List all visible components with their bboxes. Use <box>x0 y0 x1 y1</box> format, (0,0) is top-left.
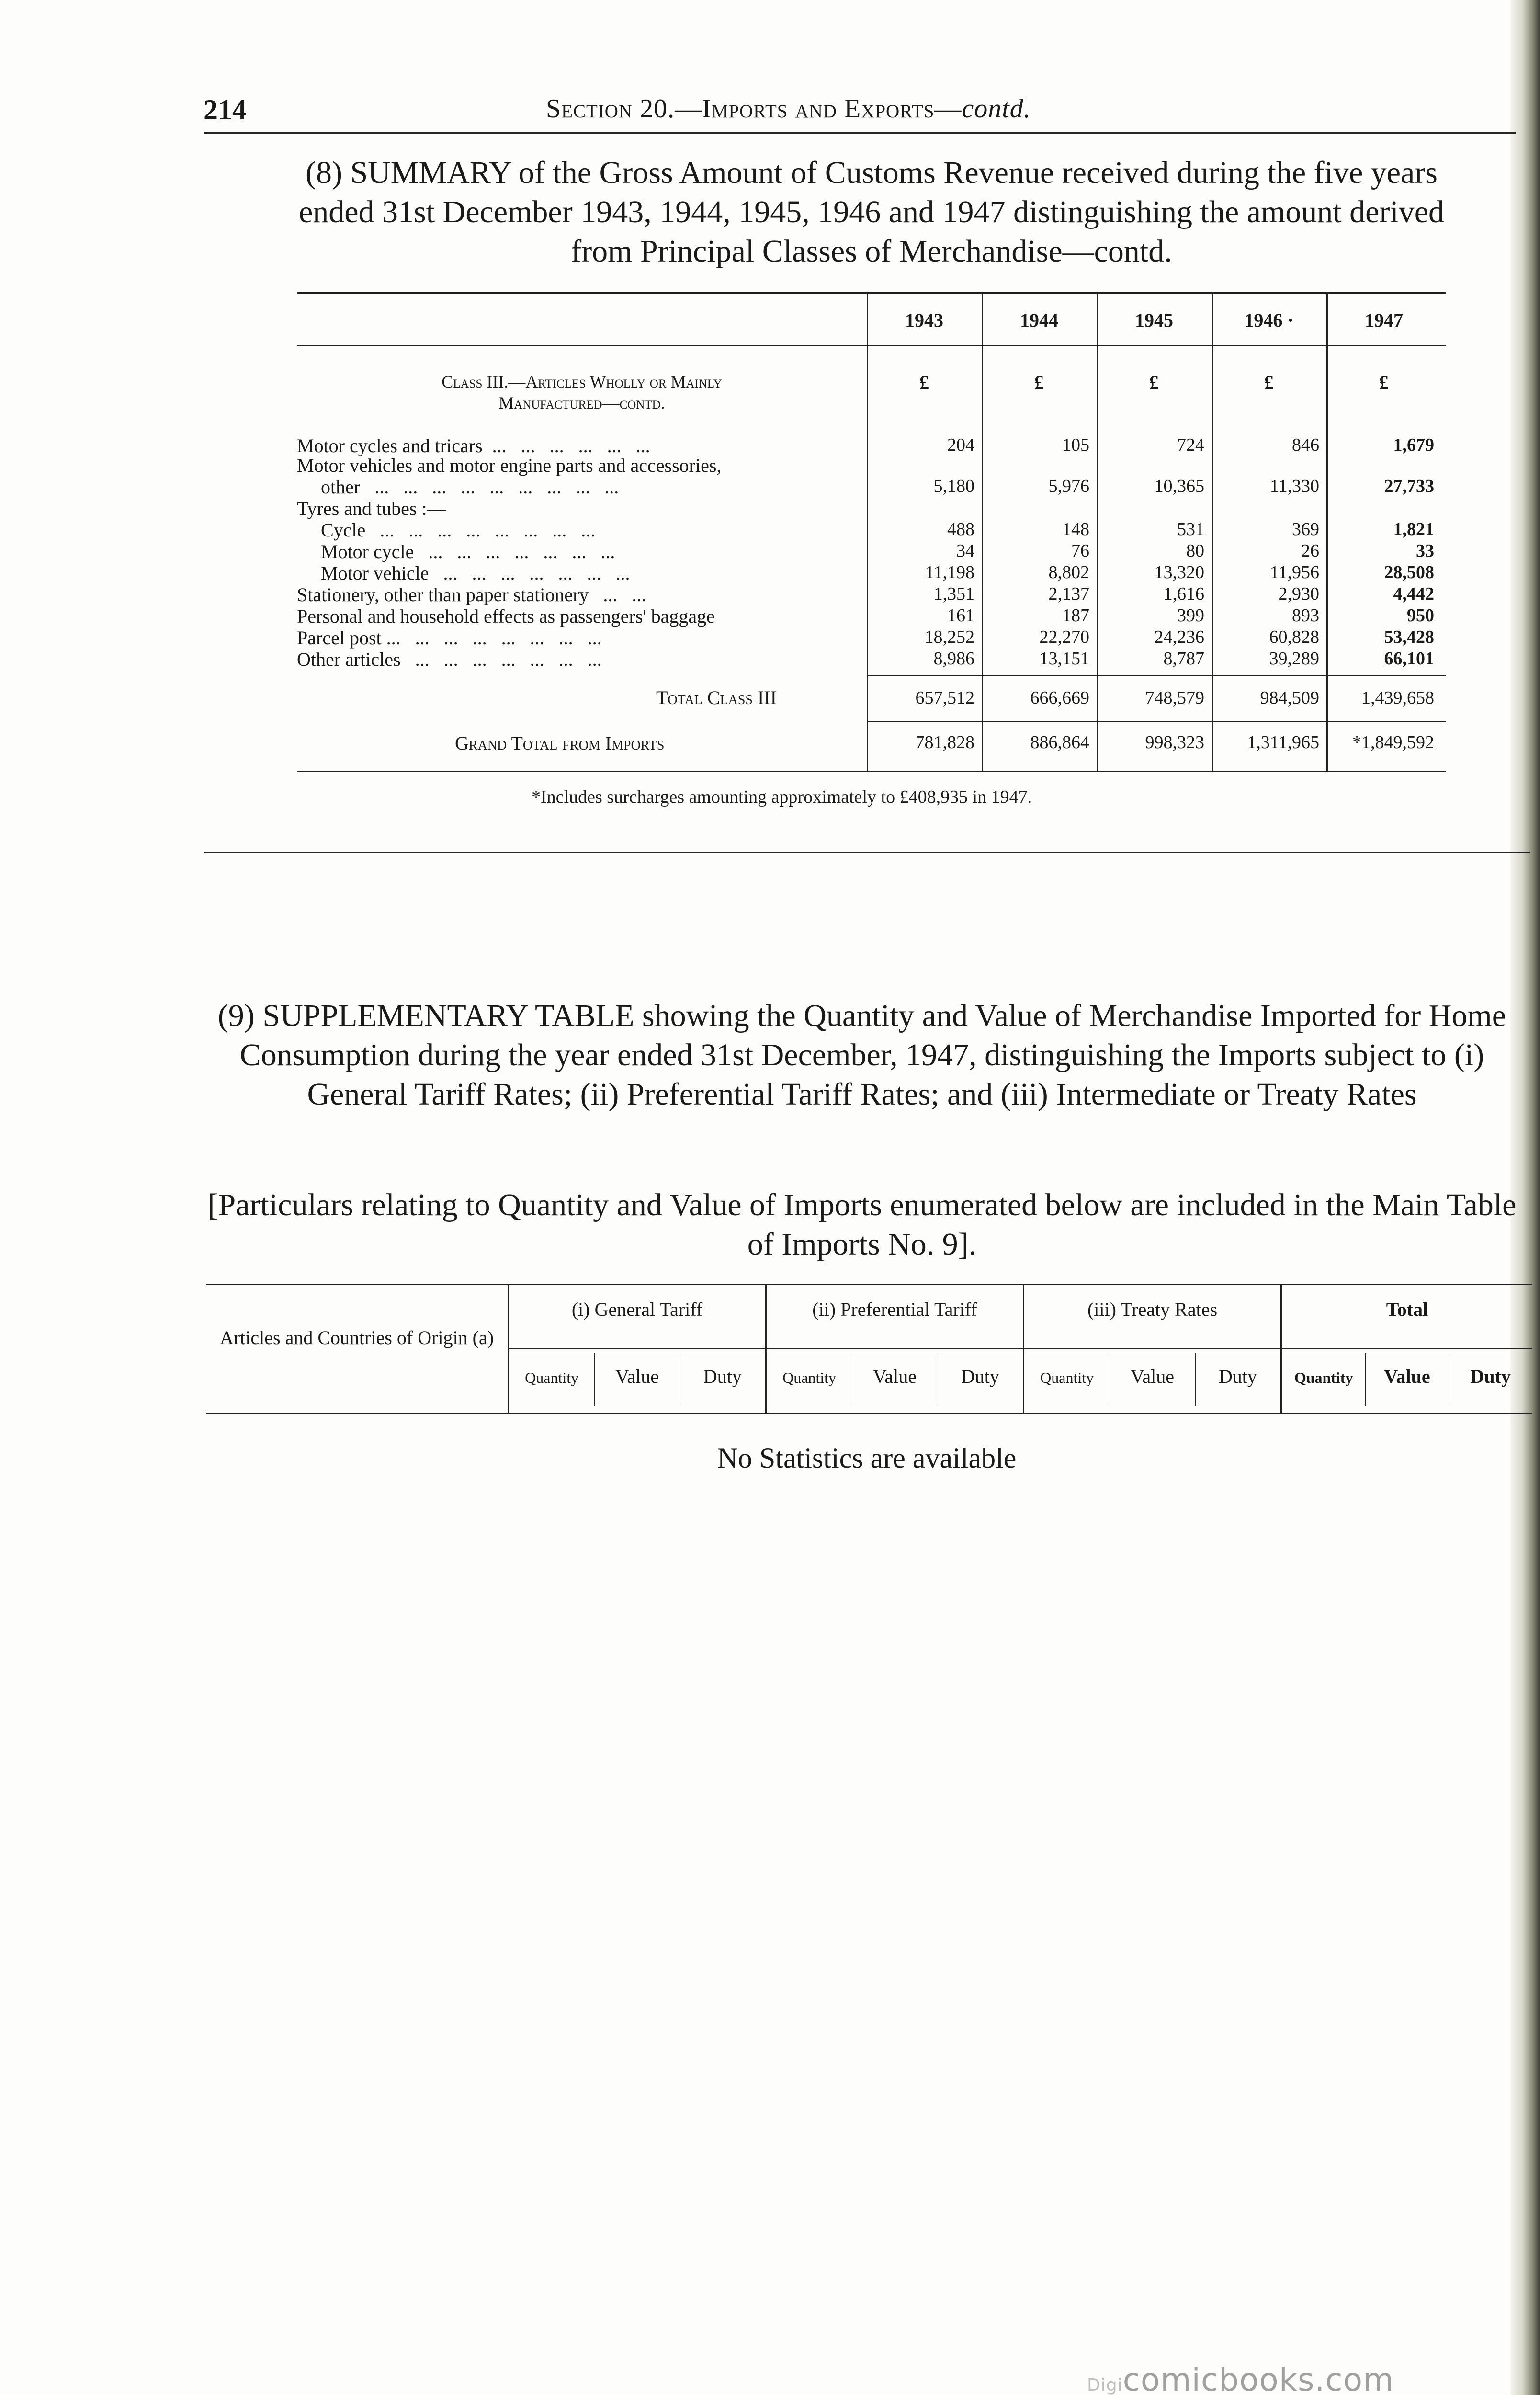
row-value: 1,679 <box>1393 435 1434 455</box>
row-value: 105 <box>1062 435 1089 455</box>
class-heading-line2: Manufactured—contd. <box>498 393 665 412</box>
group-header: (i) General Tariff <box>571 1299 703 1320</box>
currency-label: £ <box>919 372 929 393</box>
row-value: 488 <box>947 519 974 539</box>
row-value: 8,787 <box>1163 649 1204 669</box>
row-value: 53,428 <box>1384 627 1434 647</box>
group-header: Total <box>1386 1299 1428 1320</box>
watermark-prefix: Digi <box>1087 2375 1123 2395</box>
row-value: 950 <box>1407 605 1434 626</box>
row-value: 1,616 <box>1163 584 1204 604</box>
page-number: 214 <box>204 94 247 125</box>
row-value: 1,821 <box>1393 519 1434 539</box>
class-heading <box>297 371 867 413</box>
value-subheader: Value <box>615 1366 659 1387</box>
grand-total-label: Grand Total from Imports <box>455 732 665 754</box>
value-subheader: Value <box>872 1366 917 1387</box>
row-label: Other articles ... ... ... ... ... ... ... <box>297 649 602 670</box>
section9-title: (9) SUPPLEMENTARY TABLE showing the Quantity and Value of Merchandise Imported for Home Consumption during the year ended 31st December, 1947, distinguishing the Imports subject to (i) General Tariff Rates; (ii) Preferential Tariff Rates; and (iii) Intermediate or Treaty Rates <box>217 998 1506 1112</box>
row-label: other ... ... ... ... ... ... ... ... ... <box>297 476 619 498</box>
row-label: Tyres and tubes :— <box>297 498 446 519</box>
no-statistics-notice: No Statistics are available <box>717 1442 1017 1474</box>
row-value: 33 <box>1416 541 1434 561</box>
section8-title: (8) SUMMARY of the Gross Amount of Customs Revenue received during the five years ended 31st December 1943, 1944, 1945, 1946 and 1947 distinguishing the amount derived from Principal Classes of Merchandise—contd. <box>298 155 1445 269</box>
grand-total-value: *1,849,592 <box>1352 732 1434 753</box>
row-value: 24,236 <box>1154 627 1204 647</box>
header-rule <box>297 345 1446 346</box>
row-value: 5,180 <box>933 476 974 496</box>
total-class-label: Total Class III <box>656 687 777 708</box>
row-label: Stationery, other than paper stationery ... ... <box>297 584 646 605</box>
section9-table <box>206 1284 1532 1418</box>
header-rule <box>508 1348 1532 1349</box>
row-value: 39,289 <box>1269 649 1319 669</box>
duty-subheader: Duty <box>961 1366 999 1387</box>
row-value: 13,320 <box>1154 562 1204 582</box>
section-separator <box>204 852 1530 853</box>
sub-column-divider <box>1365 1353 1366 1406</box>
table-top-rule <box>297 292 1446 294</box>
duty-subheader: Duty <box>703 1366 742 1387</box>
duty-subheader: Duty <box>1470 1366 1511 1387</box>
section8-footnote: *Includes surcharges amounting approximately to £408,935 in 1947. <box>532 787 1032 807</box>
grand-total-value: 886,864 <box>1030 732 1089 753</box>
row-label: Motor vehicle ... ... ... ... ... ... ... <box>297 562 630 584</box>
row-value: 2,930 <box>1278 584 1319 604</box>
row-value: 28,508 <box>1384 562 1434 582</box>
year-header: 1947 <box>1365 309 1403 331</box>
row-value: 10,365 <box>1154 476 1204 496</box>
sub-column-divider <box>594 1353 595 1406</box>
row-value: 724 <box>1177 435 1204 455</box>
total-class-value: 984,509 <box>1260 688 1319 708</box>
row-value: 204 <box>947 435 974 455</box>
row-value: 893 <box>1292 605 1319 626</box>
row-label: Parcel post ... ... ... ... ... ... ... ... <box>297 627 602 649</box>
year-header: 1943 <box>905 309 943 331</box>
group-header: (iii) Treaty Rates <box>1087 1299 1218 1320</box>
watermark <box>1087 2361 1394 2395</box>
header-rule <box>204 132 1516 134</box>
total-rule <box>867 675 1446 676</box>
watermark-brand: comicbooks.com <box>1122 2361 1394 2395</box>
running-head-text: Section 20.—Imports and Exports— <box>546 94 962 124</box>
row-value: 148 <box>1062 519 1089 539</box>
row-label: Motor cycle ... ... ... ... ... ... ... <box>297 541 615 562</box>
currency-label: £ <box>1034 372 1044 393</box>
row-value: 11,956 <box>1269 562 1319 582</box>
total-class-value: 666,669 <box>1030 688 1089 708</box>
currency-label: £ <box>1264 372 1274 393</box>
row-value: 846 <box>1292 435 1319 455</box>
currency-label: £ <box>1379 372 1389 393</box>
value-subheader: Value <box>1130 1366 1175 1387</box>
grand-total-rule <box>867 721 1446 722</box>
quantity-subheader: Quantity <box>1040 1369 1094 1386</box>
row-value: 11,330 <box>1269 476 1319 496</box>
row-value: 60,828 <box>1269 627 1319 647</box>
row-value: 76 <box>1071 541 1089 561</box>
row-value: 13,151 <box>1039 649 1089 669</box>
total-class-value: 1,439,658 <box>1361 688 1434 708</box>
currency-label: £ <box>1149 372 1159 393</box>
row-value: 34 <box>956 541 974 561</box>
grand-total-value: 1,311,965 <box>1247 732 1319 753</box>
row-value: 80 <box>1186 541 1204 561</box>
grand-total-value: 781,828 <box>915 732 974 753</box>
table-top-rule <box>206 1284 1532 1285</box>
section8-table <box>297 292 1446 776</box>
row-value: 18,252 <box>924 627 974 647</box>
row-value: 5,976 <box>1048 476 1089 496</box>
grand-total-value: 998,323 <box>1145 732 1204 753</box>
row-label: Motor vehicles and motor engine parts and accessories, <box>297 455 722 476</box>
row-value: 8,986 <box>933 649 974 669</box>
duty-subheader: Duty <box>1218 1366 1257 1387</box>
row-value: 66,101 <box>1384 649 1434 669</box>
row-value: 4,442 <box>1393 584 1434 604</box>
row-value: 369 <box>1292 519 1319 539</box>
value-subheader: Value <box>1384 1366 1430 1387</box>
group-header: (ii) Preferential Tariff <box>812 1299 977 1320</box>
row-value: 531 <box>1177 519 1204 539</box>
row-value: 2,137 <box>1048 584 1089 604</box>
row-label: Motor cycles and tricars ... ... ... ... ... ... <box>297 435 650 456</box>
row-label: Cycle ... ... ... ... ... ... ... ... <box>297 519 596 541</box>
quantity-subheader: Quantity <box>1294 1369 1353 1386</box>
row-value: 26 <box>1301 541 1319 561</box>
row-value: 8,802 <box>1048 562 1089 582</box>
row-value: 1,351 <box>933 584 974 604</box>
total-class-value: 748,579 <box>1145 688 1204 708</box>
running-head <box>546 93 1031 124</box>
articles-column-header: Articles and Countries of Origin (a) <box>219 1327 494 1348</box>
row-value: 161 <box>947 605 974 626</box>
quantity-subheader: Quantity <box>525 1369 579 1386</box>
year-header: 1944 <box>1020 309 1058 331</box>
total-class-value: 657,512 <box>915 688 974 708</box>
table-bottom-rule <box>297 771 1446 772</box>
year-header: 1946 · <box>1244 309 1294 331</box>
running-head-italic: contd. <box>962 94 1031 124</box>
row-value: 22,270 <box>1039 627 1089 647</box>
sub-column-divider <box>1195 1353 1196 1406</box>
row-value: 11,198 <box>925 562 974 582</box>
section9-particulars: [Particulars relating to Quantity and Value of Imports enumerated below are included in the Main Table of Imports No. 9]. <box>207 1187 1517 1262</box>
row-value: 27,733 <box>1384 476 1434 496</box>
table-bottom-rule <box>206 1413 1532 1414</box>
row-label: Personal and household effects as passengers' baggage <box>297 605 715 627</box>
year-header: 1945 <box>1135 309 1173 331</box>
quantity-subheader: Quantity <box>782 1369 837 1386</box>
class-heading-line1: Class III.—Articles Wholly or Mainly <box>442 372 722 391</box>
row-value: 187 <box>1062 605 1089 626</box>
row-value: 399 <box>1177 605 1204 626</box>
